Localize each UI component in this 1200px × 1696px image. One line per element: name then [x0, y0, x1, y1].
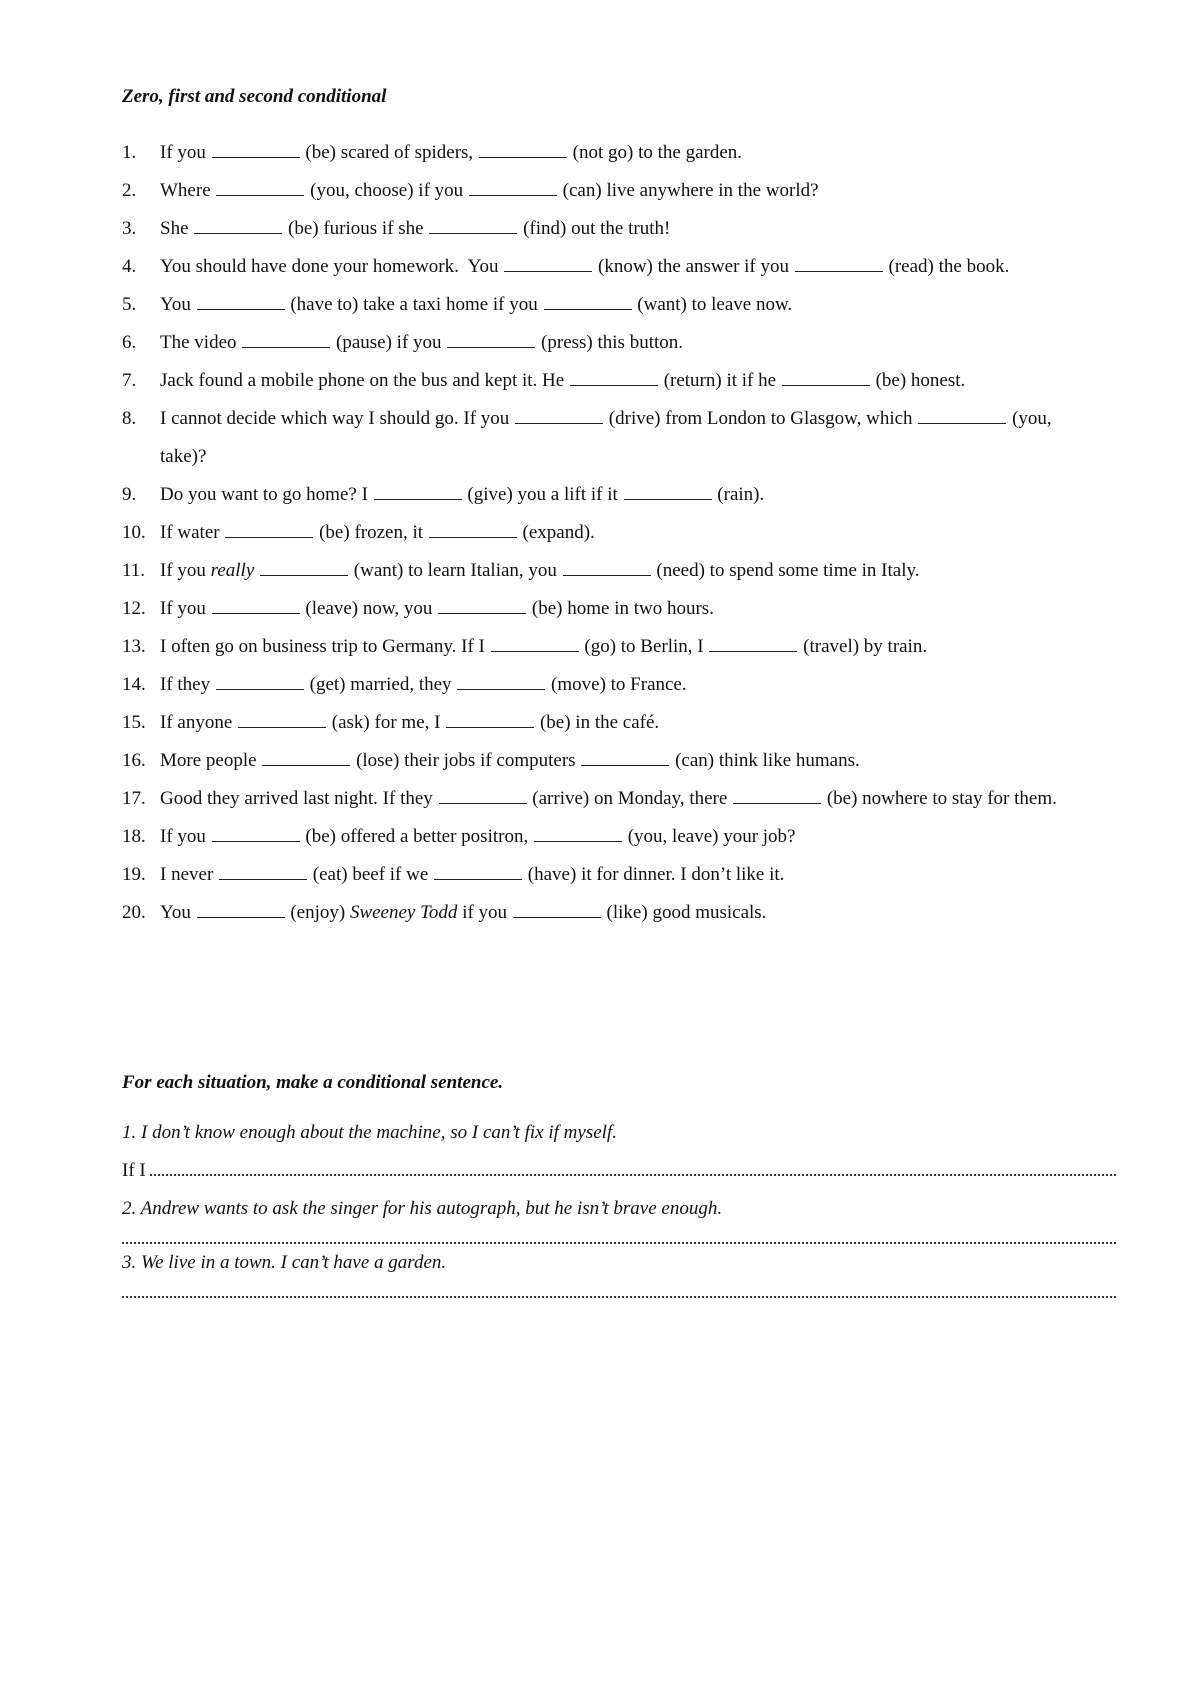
- sentence-fragment: (eat) beef if we: [308, 864, 434, 885]
- emphasis-text: really: [210, 560, 255, 581]
- exercise-number: 7.: [122, 370, 137, 391]
- exercise-text: [160, 742, 1102, 780]
- sentence-fragment: Good they arrived last night. If they: [160, 788, 438, 809]
- answer-blank[interactable]: [194, 217, 282, 234]
- sentence-fragment: (press) this button.: [536, 332, 684, 353]
- sentence-fragment: (be) scared of spiders,: [300, 142, 478, 163]
- sentence-fragment: (move) to France.: [546, 674, 687, 695]
- sentence-fragment: If you: [160, 142, 211, 163]
- answer-blank[interactable]: [429, 521, 517, 538]
- exercise-item: [122, 818, 1102, 856]
- answer-blank[interactable]: [260, 559, 348, 576]
- sentence-fragment: (pause) if you: [331, 332, 447, 353]
- situation-prompt: 3. We live in a town. I can’t have a garden.: [122, 1252, 447, 1273]
- exercise-number: 5.: [122, 294, 137, 315]
- sentence-fragment: (drive) from London to Glasgow, which: [604, 408, 918, 429]
- answer-blank[interactable]: [429, 217, 517, 234]
- exercise-number: 15.: [122, 712, 146, 733]
- exercise-text: [160, 400, 1102, 476]
- exercise-number: 19.: [122, 864, 146, 885]
- sentence-fragment: (need) to spend some time in Italy.: [651, 560, 920, 581]
- sentence-fragment: She: [160, 218, 194, 239]
- sentence-fragment: More people: [160, 750, 262, 771]
- exercise-text: [160, 286, 1102, 324]
- answer-blank[interactable]: [447, 331, 535, 348]
- situation-prompt: 1. I don’t know enough about the machine, so I can’t fix if myself.: [122, 1122, 617, 1143]
- exercise-item: [122, 324, 1102, 362]
- answer-blank[interactable]: [563, 559, 651, 576]
- exercise-text: [160, 856, 1102, 894]
- situations-section: [122, 1064, 1122, 1298]
- answer-blank[interactable]: [479, 141, 567, 158]
- sentence-fragment: (like) good musicals.: [601, 902, 767, 923]
- answer-blank[interactable]: [262, 749, 350, 766]
- sentence-fragment: Where: [160, 180, 216, 201]
- exercise-text: [160, 628, 1102, 666]
- sentence-fragment: (return) it if he: [658, 370, 781, 391]
- exercise-number: 8.: [122, 408, 137, 429]
- worksheet-title: Zero, first and second conditional: [122, 86, 387, 107]
- exercise-text: [160, 210, 1102, 248]
- exercise-item: [122, 704, 1102, 742]
- answer-blank[interactable]: [212, 825, 300, 842]
- answer-blank[interactable]: [219, 863, 307, 880]
- answer-blank[interactable]: [439, 787, 527, 804]
- answer-prefix: If I: [122, 1160, 146, 1181]
- dotted-answer-line[interactable]: [122, 1282, 1116, 1298]
- sentence-fragment: (lose) their jobs if computers: [351, 750, 581, 771]
- sentence-fragment: (be) furious if she: [283, 218, 429, 239]
- sentence-fragment: Jack found a mobile phone on the bus and kept it. He: [160, 370, 569, 391]
- answer-blank[interactable]: [570, 369, 658, 386]
- exercise-item: [122, 552, 1102, 590]
- answer-blank[interactable]: [733, 787, 821, 804]
- sentence-fragment: I cannot decide which way I should go. If you: [160, 408, 515, 429]
- sentence-fragment: if you: [457, 902, 512, 923]
- sentence-fragment: I never: [160, 864, 219, 885]
- answer-blank[interactable]: [374, 483, 462, 500]
- answer-line[interactable]: [122, 1228, 1116, 1244]
- exercise-text: [160, 590, 1102, 628]
- sentence-fragment: (ask) for me, I: [327, 712, 446, 733]
- sentence-fragment: If they: [160, 674, 215, 695]
- answer-blank[interactable]: [534, 825, 622, 842]
- answer-blank[interactable]: [238, 711, 326, 728]
- exercise-list: [122, 134, 1102, 932]
- sentence-fragment: (you, choose) if you: [305, 180, 468, 201]
- sentence-fragment: (want) to leave now.: [632, 294, 793, 315]
- sentence-fragment: If water: [160, 522, 225, 543]
- sentence-fragment: (be) honest.: [870, 370, 966, 391]
- exercise-item: [122, 248, 1102, 286]
- exercise-text: [160, 362, 1102, 400]
- exercise-item: [122, 894, 1102, 932]
- sentence-fragment: (be) in the café.: [535, 712, 660, 733]
- answer-blank[interactable]: [216, 673, 304, 690]
- exercise-text: [160, 666, 1102, 704]
- exercise-text: [160, 134, 1102, 172]
- sentence-fragment: Do you want to go home? I: [160, 484, 373, 505]
- situation-prompt: 2. Andrew wants to ask the singer for his autograph, but he isn’t brave enough.: [122, 1198, 723, 1219]
- answer-blank[interactable]: [197, 293, 285, 310]
- answer-blank[interactable]: [581, 749, 669, 766]
- exercise-item: [122, 628, 1102, 666]
- dotted-answer-line[interactable]: [150, 1160, 1116, 1176]
- exercise-number: 17.: [122, 788, 146, 809]
- exercise-text: [160, 476, 1102, 514]
- sentence-fragment: (get) married, they: [304, 674, 457, 695]
- exercise-item: [122, 134, 1102, 172]
- exercise-text: [160, 248, 1102, 286]
- exercise-number: 11.: [122, 560, 146, 581]
- answer-blank[interactable]: [624, 483, 712, 500]
- exercise-text: [160, 818, 1102, 856]
- answer-blank[interactable]: [918, 407, 1006, 424]
- answer-blank[interactable]: [197, 901, 285, 918]
- sentence-fragment: (want) to learn Italian, you: [349, 560, 562, 581]
- answer-blank[interactable]: [795, 255, 883, 272]
- exercise-item: [122, 210, 1102, 248]
- situations-title: For each situation, make a conditional sentence.: [122, 1072, 504, 1093]
- exercise-item: [122, 780, 1102, 818]
- exercise-number: 2.: [122, 180, 137, 201]
- sentence-fragment: If you: [160, 560, 211, 581]
- exercise-item: [122, 362, 1102, 400]
- exercise-item: [122, 476, 1102, 514]
- answer-blank[interactable]: [438, 597, 526, 614]
- exercise-text: [160, 894, 1102, 932]
- answer-blank[interactable]: [434, 863, 522, 880]
- exercise-number: 13.: [122, 636, 146, 657]
- sentence-fragment: (you, leave) your job?: [622, 826, 796, 847]
- answer-blank[interactable]: [212, 141, 300, 158]
- exercise-item: [122, 172, 1102, 210]
- exercise-item: [122, 400, 1102, 476]
- sentence-fragment: (can) think like humans.: [670, 750, 860, 771]
- answer-blank[interactable]: [491, 635, 579, 652]
- answer-blank[interactable]: [504, 255, 592, 272]
- exercise-item: [122, 742, 1102, 780]
- sentence-fragment: (have to) take a taxi home if you: [285, 294, 543, 315]
- answer-line[interactable]: [122, 1282, 1116, 1298]
- sentence-fragment: (travel) by train.: [798, 636, 928, 657]
- exercise-text: [160, 324, 1102, 362]
- exercise-number: 3.: [122, 218, 137, 239]
- answer-blank[interactable]: [225, 521, 313, 538]
- sentence-fragment: You: [160, 902, 196, 923]
- sentence-fragment: (not go) to the garden.: [567, 142, 743, 163]
- sentence-fragment: The video: [160, 332, 242, 353]
- exercise-text: [160, 172, 1102, 210]
- sentence-fragment: (give) you a lift if it: [462, 484, 623, 505]
- exercise-item: [122, 666, 1102, 704]
- sentence-fragment: If you: [160, 826, 211, 847]
- exercise-number: 14.: [122, 674, 146, 695]
- exercise-item: [122, 514, 1102, 552]
- sentence-fragment: You: [160, 294, 196, 315]
- answer-blank[interactable]: [515, 407, 603, 424]
- exercise-number: 9.: [122, 484, 137, 505]
- answer-line[interactable]: [122, 1152, 1116, 1190]
- sentence-fragment: (be) nowhere to stay for them.: [822, 788, 1057, 809]
- exercise-item: [122, 856, 1102, 894]
- answer-blank[interactable]: [216, 179, 304, 196]
- sentence-fragment: (expand).: [517, 522, 595, 543]
- answer-blank[interactable]: [544, 293, 632, 310]
- sentence-fragment: [254, 560, 259, 581]
- sentence-fragment: (read) the book.: [883, 256, 1010, 277]
- sentence-fragment: You should have done your homework. You: [160, 256, 504, 277]
- sentence-fragment: (arrive) on Monday, there: [527, 788, 733, 809]
- answer-blank[interactable]: [709, 635, 797, 652]
- exercise-number: 18.: [122, 826, 146, 847]
- sentence-fragment: If anyone: [160, 712, 238, 733]
- answer-blank[interactable]: [457, 673, 545, 690]
- sentence-fragment: (can) live anywhere in the world?: [557, 180, 819, 201]
- exercise-text: [160, 514, 1102, 552]
- exercise-number: 10.: [122, 522, 146, 543]
- answer-blank[interactable]: [782, 369, 870, 386]
- sentence-fragment: I often go on business trip to Germany. If I: [160, 636, 490, 657]
- sentence-fragment: (be) offered a better positron,: [300, 826, 533, 847]
- sentence-fragment: If you: [160, 598, 211, 619]
- exercise-item: [122, 590, 1102, 628]
- dotted-answer-line[interactable]: [122, 1228, 1116, 1244]
- sentence-fragment: (rain).: [712, 484, 765, 505]
- exercise-text: [160, 704, 1102, 742]
- sentence-fragment: (be) frozen, it: [314, 522, 428, 543]
- sentence-fragment: (you, take)?: [160, 408, 1057, 467]
- sentence-fragment: (leave) now, you: [300, 598, 438, 619]
- exercise-number: 1.: [122, 142, 137, 163]
- sentence-fragment: (enjoy): [285, 902, 350, 923]
- exercise-number: 12.: [122, 598, 146, 619]
- exercise-number: 4.: [122, 256, 137, 277]
- answer-blank[interactable]: [242, 331, 330, 348]
- exercise-number: 6.: [122, 332, 137, 353]
- sentence-fragment: (be) home in two hours.: [527, 598, 714, 619]
- sentence-fragment: (know) the answer if you: [593, 256, 794, 277]
- answer-blank[interactable]: [212, 597, 300, 614]
- sentence-fragment: (have) it for dinner. I don’t like it.: [523, 864, 785, 885]
- answer-blank[interactable]: [469, 179, 557, 196]
- situations-list: [122, 1114, 1122, 1298]
- answer-blank[interactable]: [513, 901, 601, 918]
- exercise-number: 20.: [122, 902, 146, 923]
- sentence-fragment: (find) out the truth!: [518, 218, 671, 239]
- emphasis-text: Sweeney Todd: [349, 902, 458, 923]
- sentence-fragment: (go) to Berlin, I: [579, 636, 709, 657]
- exercise-text: [160, 780, 1102, 818]
- exercise-number: 16.: [122, 750, 146, 771]
- answer-blank[interactable]: [446, 711, 534, 728]
- exercise-item: [122, 286, 1102, 324]
- exercise-text: [160, 552, 1102, 590]
